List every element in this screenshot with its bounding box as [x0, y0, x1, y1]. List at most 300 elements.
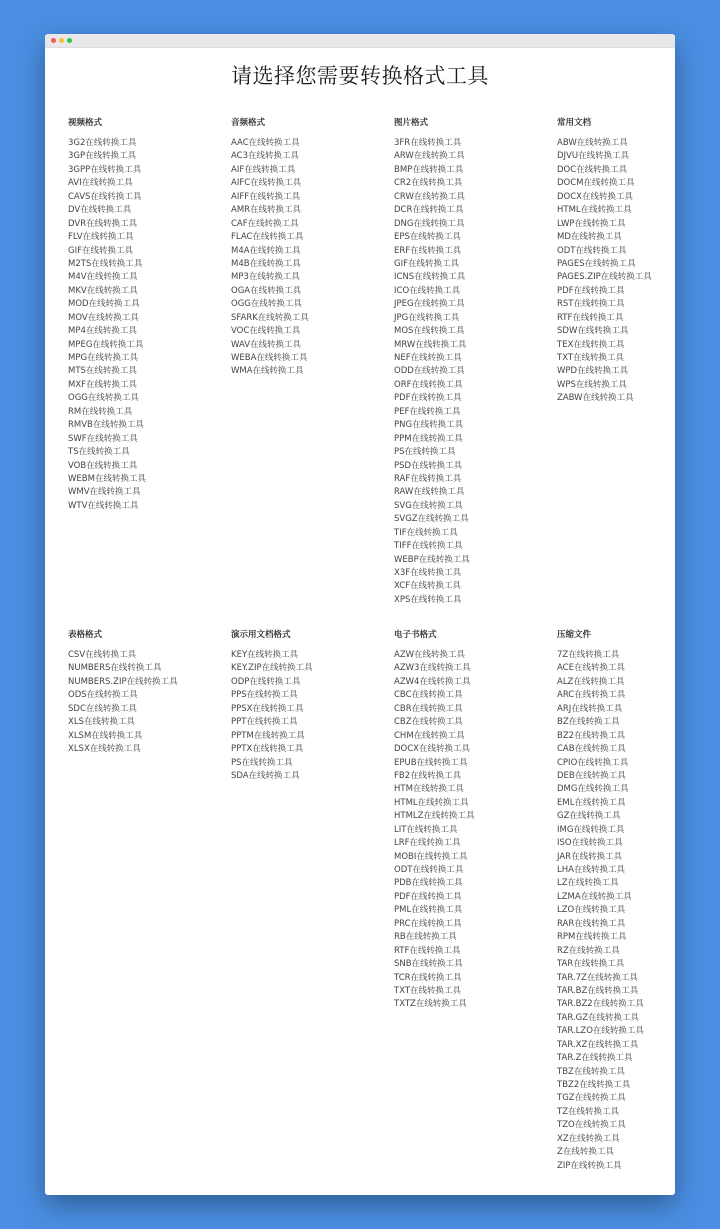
- list-item: [68, 500, 228, 513]
- tool-link[interactable]: CR2在线转换工具: [394, 178, 463, 189]
- tool-link[interactable]: RAR在线转换工具: [557, 918, 626, 929]
- list-item: [68, 298, 228, 311]
- tool-link[interactable]: TZO在线转换工具: [557, 1120, 626, 1131]
- tool-link[interactable]: AC3在线转换工具: [231, 151, 300, 162]
- tool-link[interactable]: AZW3在线转换工具: [394, 663, 471, 674]
- tool-link[interactable]: TAR在线转换工具: [557, 959, 625, 970]
- list-item: [557, 1146, 675, 1159]
- list-item: [68, 446, 228, 459]
- tool-link[interactable]: MP3在线转换工具: [231, 272, 300, 283]
- tool-link[interactable]: AZW4在线转换工具: [394, 676, 471, 687]
- list-item: [557, 231, 675, 244]
- tool-link[interactable]: FLAC在线转换工具: [231, 232, 304, 243]
- tool-link[interactable]: CBR在线转换工具: [394, 703, 463, 714]
- tool-link[interactable]: JPEG在线转换工具: [394, 299, 465, 310]
- tool-link[interactable]: JAR在线转换工具: [557, 851, 623, 862]
- list-item: [557, 285, 675, 298]
- tool-link[interactable]: ODT在线转换工具: [557, 245, 627, 256]
- tool-link[interactable]: FLV在线转换工具: [68, 232, 134, 243]
- tool-link[interactable]: OGA在线转换工具: [231, 285, 302, 296]
- list-item: [394, 379, 554, 392]
- list-item: [557, 1133, 675, 1146]
- list-item: [231, 298, 391, 311]
- list-item: [394, 797, 554, 810]
- page-title: 请选择您需要转换格式工具: [231, 64, 489, 88]
- list-item: [557, 312, 675, 325]
- list-item: [231, 137, 391, 150]
- tool-link[interactable]: PPTM在线转换工具: [231, 730, 305, 741]
- tool-link[interactable]: M2TS在线转换工具: [68, 258, 143, 269]
- tool-link[interactable]: GIF在线转换工具: [68, 245, 133, 256]
- list-item: [394, 500, 554, 513]
- tool-link[interactable]: AIF在线转换工具: [231, 164, 296, 175]
- tool-link[interactable]: MTS在线转换工具: [68, 366, 137, 377]
- list-item: [68, 392, 228, 405]
- tool-link[interactable]: LHA在线转换工具: [557, 865, 625, 875]
- tool-link[interactable]: RZ在线转换工具: [557, 945, 620, 956]
- tool-link[interactable]: BMP在线转换工具: [394, 164, 464, 175]
- tool-link[interactable]: RST在线转换工具: [557, 299, 625, 310]
- tool-link[interactable]: WMA在线转换工具: [231, 366, 304, 377]
- tool-link[interactable]: GZ在线转换工具: [557, 811, 621, 822]
- tool-link[interactable]: BZ在线转换工具: [557, 717, 620, 728]
- list-item: [68, 703, 228, 716]
- tool-link[interactable]: MOS在线转换工具: [394, 326, 465, 337]
- tool-link[interactable]: VOB在线转换工具: [68, 460, 138, 471]
- tool-link[interactable]: CPIO在线转换工具: [557, 757, 629, 768]
- list-item: [557, 864, 675, 877]
- tool-link[interactable]: RB在线转换工具: [394, 932, 457, 943]
- tool-link[interactable]: XCF在线转换工具: [394, 581, 462, 592]
- list-item: [394, 339, 554, 352]
- tool-link[interactable]: WPD在线转换工具: [557, 366, 629, 377]
- tool-link[interactable]: ZIP在线转换工具: [557, 1160, 622, 1171]
- tool-link[interactable]: LWP在线转换工具: [557, 218, 626, 229]
- tool-link[interactable]: LZ在线转换工具: [557, 878, 619, 889]
- list-item: [557, 877, 675, 890]
- list-item: [557, 730, 675, 743]
- list-item: [231, 312, 391, 325]
- tool-link[interactable]: MOBI在线转换工具: [394, 851, 468, 862]
- tool-link[interactable]: RTF在线转换工具: [394, 945, 461, 956]
- list-item: [557, 164, 675, 177]
- tool-link[interactable]: PPT在线转换工具: [231, 717, 298, 728]
- list-item: [231, 204, 391, 217]
- tool-link[interactable]: RM在线转换工具: [68, 406, 133, 417]
- tool-link[interactable]: PNG在线转换工具: [394, 420, 464, 431]
- tool-link[interactable]: PPSX在线转换工具: [231, 703, 304, 714]
- list-item: [68, 218, 228, 231]
- tool-link[interactable]: LZMA在线转换工具: [557, 891, 632, 902]
- tool-link[interactable]: SDA在线转换工具: [231, 770, 300, 781]
- tool-link[interactable]: XPS在线转换工具: [394, 594, 462, 605]
- tool-link[interactable]: ALZ在线转换工具: [557, 676, 625, 687]
- list-item: [68, 285, 228, 298]
- tool-link[interactable]: RMVB在线转换工具: [68, 420, 144, 431]
- list-item: [557, 703, 675, 716]
- tool-link[interactable]: CAB在线转换工具: [557, 744, 626, 755]
- list-item: [557, 958, 675, 971]
- tool-link[interactable]: SNB在线转换工具: [394, 959, 463, 970]
- tool-link[interactable]: TEX在线转换工具: [557, 339, 625, 350]
- list-item: [557, 972, 675, 985]
- tool-link[interactable]: TXT在线转换工具: [557, 353, 625, 363]
- tool-link[interactable]: PDB在线转换工具: [394, 878, 463, 889]
- window-titlebar: [45, 34, 675, 48]
- list-item: [394, 164, 554, 177]
- tool-list: [68, 649, 228, 757]
- list-item: [394, 231, 554, 244]
- list-item: [231, 245, 391, 258]
- list-item: [557, 1106, 675, 1119]
- tool-link[interactable]: WMV在线转换工具: [68, 487, 141, 498]
- tool-link[interactable]: 7Z在线转换工具: [557, 650, 620, 660]
- tool-link[interactable]: ODS在线转换工具: [68, 690, 138, 701]
- tool-list: [557, 649, 675, 1173]
- tool-link[interactable]: DVR在线转换工具: [68, 218, 138, 229]
- list-item: [557, 743, 675, 756]
- tool-link[interactable]: ACE在线转换工具: [557, 663, 625, 674]
- tool-link[interactable]: DCR在线转换工具: [394, 205, 464, 216]
- tool-link[interactable]: ODT在线转换工具: [394, 865, 464, 875]
- tool-link[interactable]: NUMBERS在线转换工具: [68, 663, 162, 674]
- tool-link[interactable]: PS在线转换工具: [394, 447, 456, 458]
- tool-link[interactable]: PDF在线转换工具: [394, 891, 462, 902]
- list-item: [394, 649, 554, 662]
- tool-link[interactable]: AVI在线转换工具: [68, 178, 133, 189]
- tool-link[interactable]: 3GPP在线转换工具: [68, 164, 142, 175]
- tool-link[interactable]: 3G2在线转换工具: [68, 138, 137, 148]
- tool-link[interactable]: TAR.BZ在线转换工具: [557, 985, 639, 996]
- list-item: [68, 231, 228, 244]
- list-item: [231, 164, 391, 177]
- list-item: [557, 783, 675, 796]
- tool-link[interactable]: OGG在线转换工具: [231, 299, 302, 310]
- tool-link[interactable]: SVG在线转换工具: [394, 500, 463, 511]
- tool-link[interactable]: WPS在线转换工具: [557, 379, 627, 390]
- tool-link[interactable]: ABW在线转换工具: [557, 138, 628, 148]
- tool-link[interactable]: DOCX在线转换工具: [394, 744, 470, 755]
- tool-link[interactable]: LIT在线转换工具: [394, 824, 458, 835]
- list-item: [231, 285, 391, 298]
- tool-link[interactable]: RAW在线转换工具: [394, 487, 465, 498]
- tool-link[interactable]: MPEG在线转换工具: [68, 339, 144, 350]
- list-item: [557, 379, 675, 392]
- list-item: [394, 985, 554, 998]
- list-item: [68, 258, 228, 271]
- list-item: [68, 245, 228, 258]
- close-window-button[interactable]: [51, 38, 56, 43]
- tool-link[interactable]: PAGES在线转换工具: [557, 258, 636, 269]
- tool-link[interactable]: EPUB在线转换工具: [394, 757, 468, 768]
- list-item: [231, 757, 391, 770]
- tool-link[interactable]: WEBM在线转换工具: [68, 473, 146, 484]
- tool-link[interactable]: DNG在线转换工具: [394, 218, 465, 229]
- tool-link[interactable]: TAR.7Z在线转换工具: [557, 972, 638, 983]
- list-item: [394, 352, 554, 365]
- tool-link[interactable]: AIFF在线转换工具: [231, 191, 301, 202]
- tool-link[interactable]: PAGES.ZIP在线转换工具: [557, 272, 652, 283]
- tool-link[interactable]: NUMBERS.ZIP在线转换工具: [68, 676, 178, 687]
- tool-link[interactable]: SFARK在线转换工具: [231, 312, 309, 323]
- list-item: [557, 810, 675, 823]
- list-item: [394, 177, 554, 190]
- tool-link[interactable]: WEBP在线转换工具: [394, 554, 470, 565]
- list-item: [557, 298, 675, 311]
- tool-link[interactable]: ORF在线转换工具: [394, 379, 463, 390]
- tool-link[interactable]: SDW在线转换工具: [557, 326, 629, 337]
- tool-link[interactable]: KEY在线转换工具: [231, 650, 299, 660]
- tool-link[interactable]: MXF在线转换工具: [68, 379, 138, 390]
- tool-link[interactable]: WAV在线转换工具: [231, 339, 302, 350]
- list-item: [557, 339, 675, 352]
- list-item: [557, 191, 675, 204]
- list-item: [68, 689, 228, 702]
- list-item: [394, 864, 554, 877]
- list-item: [557, 904, 675, 917]
- list-item: [394, 473, 554, 486]
- list-item: [394, 877, 554, 890]
- tool-link[interactable]: ARC在线转换工具: [557, 690, 626, 701]
- tool-link[interactable]: RTF在线转换工具: [557, 312, 624, 323]
- list-item: [557, 770, 675, 783]
- list-item: [557, 797, 675, 810]
- tool-link[interactable]: ICO在线转换工具: [394, 285, 461, 296]
- list-item: [68, 486, 228, 499]
- tool-link[interactable]: CBC在线转换工具: [394, 690, 463, 701]
- tool-link[interactable]: AAC在线转换工具: [231, 138, 300, 148]
- tool-link[interactable]: TAR.GZ在线转换工具: [557, 1012, 640, 1023]
- list-item: [557, 985, 675, 998]
- tool-link[interactable]: M4A在线转换工具: [231, 245, 301, 256]
- tool-link[interactable]: X3F在线转换工具: [394, 568, 462, 578]
- list-item: [557, 757, 675, 770]
- tool-link[interactable]: ZABW在线转换工具: [557, 393, 634, 404]
- tool-link[interactable]: TAR.BZ2在线转换工具: [557, 999, 644, 1010]
- tool-link[interactable]: ARW在线转换工具: [394, 151, 465, 162]
- tool-link[interactable]: M4V在线转换工具: [68, 272, 138, 283]
- tool-link[interactable]: CHM在线转换工具: [394, 730, 465, 741]
- tool-link[interactable]: TCR在线转换工具: [394, 972, 462, 983]
- tool-link[interactable]: M4B在线转换工具: [231, 258, 301, 269]
- tool-link[interactable]: 3FR在线转换工具: [394, 138, 462, 148]
- tool-link[interactable]: TZ在线转换工具: [557, 1106, 620, 1117]
- list-item: [394, 958, 554, 971]
- tool-link[interactable]: MD在线转换工具: [557, 232, 622, 243]
- tool-link[interactable]: WEBA在线转换工具: [231, 353, 308, 363]
- tool-link[interactable]: SDC在线转换工具: [68, 703, 137, 714]
- tool-link[interactable]: LRF在线转换工具: [394, 838, 461, 849]
- list-item: [557, 1012, 675, 1025]
- tool-link[interactable]: WTV在线转换工具: [68, 500, 139, 511]
- tool-link[interactable]: TAR.Z在线转换工具: [557, 1053, 633, 1064]
- list-item: [231, 703, 391, 716]
- tool-link[interactable]: TXTZ在线转换工具: [394, 999, 467, 1010]
- tool-link[interactable]: PEF在线转换工具: [394, 406, 461, 417]
- list-item: [231, 231, 391, 244]
- tool-link[interactable]: TGZ在线转换工具: [557, 1093, 626, 1104]
- tool-link[interactable]: PDF在线转换工具: [394, 393, 462, 404]
- tool-link[interactable]: CBZ在线转换工具: [394, 717, 463, 728]
- tool-link[interactable]: AZW在线转换工具: [394, 650, 466, 660]
- tool-link[interactable]: SWF在线转换工具: [68, 433, 138, 444]
- tool-link[interactable]: ODD在线转换工具: [394, 366, 465, 377]
- list-item: [394, 783, 554, 796]
- tool-link[interactable]: BZ2在线转换工具: [557, 730, 626, 741]
- section-video-formats: [68, 118, 228, 513]
- tool-link[interactable]: MP4在线转换工具: [68, 326, 137, 337]
- list-item: [557, 352, 675, 365]
- tool-link[interactable]: 3GP在线转换工具: [68, 151, 137, 162]
- tool-link[interactable]: NEF在线转换工具: [394, 353, 462, 363]
- list-item: [557, 245, 675, 258]
- list-item: [394, 433, 554, 446]
- minimize-window-button[interactable]: [59, 38, 64, 43]
- tool-link[interactable]: DMG在线转换工具: [557, 784, 629, 795]
- maximize-window-button[interactable]: [67, 38, 72, 43]
- list-item: [557, 325, 675, 338]
- tool-link[interactable]: PPM在线转换工具: [394, 433, 463, 444]
- list-item: [231, 271, 391, 284]
- list-item: [557, 150, 675, 163]
- list-item: [557, 837, 675, 850]
- tool-link[interactable]: HTML在线转换工具: [557, 205, 632, 216]
- tool-link[interactable]: HTMLZ在线转换工具: [394, 811, 475, 822]
- tool-link[interactable]: ISO在线转换工具: [557, 838, 623, 849]
- tool-link[interactable]: SVGZ在线转换工具: [394, 514, 469, 525]
- tool-link[interactable]: LZO在线转换工具: [557, 905, 626, 916]
- tool-link[interactable]: KEY.ZIP在线转换工具: [231, 663, 313, 674]
- list-item: [68, 406, 228, 419]
- list-item: [557, 945, 675, 958]
- tool-link[interactable]: XLSM在线转换工具: [68, 730, 143, 741]
- tool-link[interactable]: MKV在线转换工具: [68, 285, 138, 296]
- tool-link[interactable]: MPG在线转换工具: [68, 353, 139, 363]
- tool-link[interactable]: ERF在线转换工具: [394, 245, 462, 256]
- tool-link[interactable]: MOV在线转换工具: [68, 312, 139, 323]
- tool-link[interactable]: CSV在线转换工具: [68, 650, 137, 660]
- list-item: [394, 837, 554, 850]
- tool-link[interactable]: OGG在线转换工具: [68, 393, 139, 404]
- list-item: [68, 649, 228, 662]
- list-item: [68, 716, 228, 729]
- list-item: [394, 810, 554, 823]
- tool-link[interactable]: PPTX在线转换工具: [231, 744, 304, 755]
- tool-link[interactable]: PSD在线转换工具: [394, 460, 463, 471]
- tool-link[interactable]: TBZ在线转换工具: [557, 1066, 625, 1077]
- list-item: [231, 649, 391, 662]
- list-item: [231, 177, 391, 190]
- tool-link[interactable]: ODP在线转换工具: [231, 676, 301, 687]
- list-item: [68, 164, 228, 177]
- tool-link[interactable]: TIF在线转换工具: [394, 527, 458, 538]
- tool-link[interactable]: XLSX在线转换工具: [68, 744, 141, 755]
- tool-link[interactable]: PS在线转换工具: [231, 757, 293, 768]
- tool-link[interactable]: CRW在线转换工具: [394, 191, 465, 202]
- list-item: [394, 204, 554, 217]
- tool-link[interactable]: XZ在线转换工具: [557, 1133, 620, 1144]
- tool-link[interactable]: MOD在线转换工具: [68, 299, 140, 310]
- tool-link[interactable]: RPM在线转换工具: [557, 932, 627, 943]
- tool-link[interactable]: ARJ在线转换工具: [557, 703, 623, 714]
- list-item: [394, 150, 554, 163]
- list-item: [394, 945, 554, 958]
- list-item: [394, 998, 554, 1011]
- list-item: [394, 298, 554, 311]
- tool-link[interactable]: AIFC在线转换工具: [231, 178, 302, 189]
- tool-link[interactable]: IMG在线转换工具: [557, 824, 625, 835]
- list-item: [394, 676, 554, 689]
- tool-link[interactable]: RAF在线转换工具: [394, 473, 462, 484]
- list-item: [68, 271, 228, 284]
- tool-link[interactable]: HTM在线转换工具: [394, 784, 464, 795]
- list-item: [557, 218, 675, 231]
- tool-link[interactable]: EML在线转换工具: [557, 797, 626, 808]
- list-item: [231, 352, 391, 365]
- list-item: [68, 365, 228, 378]
- list-item: [394, 757, 554, 770]
- tool-link[interactable]: DV在线转换工具: [68, 205, 132, 216]
- tool-link[interactable]: TXT在线转换工具: [394, 985, 462, 996]
- tool-link[interactable]: PDF在线转换工具: [557, 285, 625, 296]
- list-item: [557, 649, 675, 662]
- list-item: [394, 716, 554, 729]
- tool-link[interactable]: JPG在线转换工具: [394, 312, 460, 323]
- list-item: [394, 285, 554, 298]
- tool-link[interactable]: DOCX在线转换工具: [557, 191, 633, 202]
- tool-link[interactable]: PML在线转换工具: [394, 905, 463, 916]
- tool-link[interactable]: DEB在线转换工具: [557, 770, 626, 781]
- list-item: [557, 716, 675, 729]
- list-item: [557, 1039, 675, 1052]
- tool-link[interactable]: DOCM在线转换工具: [557, 178, 635, 189]
- tool-link[interactable]: TIFF在线转换工具: [394, 541, 463, 552]
- tool-link[interactable]: TAR.XZ在线转换工具: [557, 1039, 639, 1050]
- list-item: [557, 1066, 675, 1079]
- tool-link[interactable]: FB2在线转换工具: [394, 770, 462, 781]
- list-item: [394, 730, 554, 743]
- list-item: [394, 824, 554, 837]
- list-item: [231, 339, 391, 352]
- tool-link[interactable]: XLS在线转换工具: [68, 717, 135, 728]
- tool-link[interactable]: EPS在线转换工具: [394, 232, 461, 243]
- tool-link[interactable]: TBZ2在线转换工具: [557, 1080, 631, 1090]
- list-item: [231, 770, 391, 783]
- tool-link[interactable]: TS在线转换工具: [68, 447, 130, 458]
- list-item: [557, 1079, 675, 1092]
- list-item: [68, 339, 228, 352]
- section-presentation-formats: [231, 630, 391, 783]
- tool-link[interactable]: CAVS在线转换工具: [68, 191, 142, 202]
- tool-link[interactable]: TAR.LZO在线转换工具: [557, 1026, 644, 1037]
- tool-link[interactable]: HTML在线转换工具: [394, 797, 469, 808]
- list-item: [68, 743, 228, 756]
- list-item: [394, 312, 554, 325]
- tool-link[interactable]: CAF在线转换工具: [231, 218, 299, 229]
- tool-link[interactable]: VOC在线转换工具: [231, 326, 301, 337]
- tool-link[interactable]: Z在线转换工具: [557, 1147, 614, 1158]
- tool-link[interactable]: AMR在线转换工具: [231, 205, 302, 216]
- tool-link[interactable]: DOC在线转换工具: [557, 164, 628, 175]
- list-item: [557, 177, 675, 190]
- tool-link[interactable]: PRC在线转换工具: [394, 918, 462, 929]
- tool-link[interactable]: ICNS在线转换工具: [394, 272, 466, 283]
- tool-link[interactable]: MRW在线转换工具: [394, 339, 467, 350]
- list-item: [231, 662, 391, 675]
- tool-link[interactable]: DJVU在线转换工具: [557, 151, 630, 162]
- tool-link[interactable]: PPS在线转换工具: [231, 690, 298, 701]
- tool-link[interactable]: GIF在线转换工具: [394, 258, 459, 269]
